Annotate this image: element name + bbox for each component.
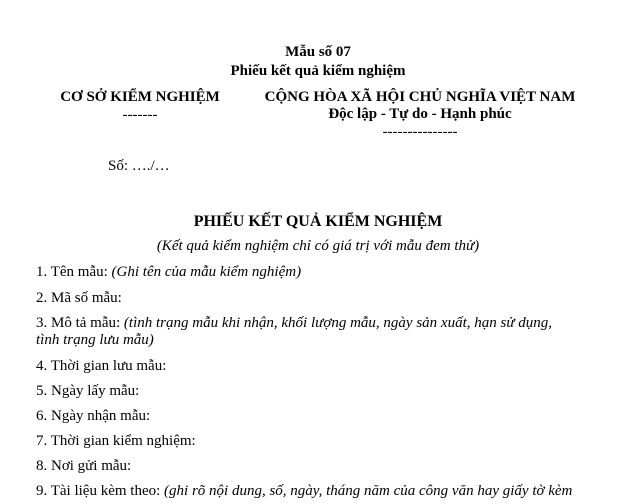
document-title: PHIẾU KẾT QUẢ KIỂM NGHIỆM bbox=[193, 213, 443, 230]
item-sample-code: 2. Mã số mẫu: bbox=[36, 290, 122, 306]
national-title: CỘNG HÒA XÃ HỘI CHỦ NGHĨA VIỆT NAM bbox=[264, 89, 576, 105]
motto-rule: --------------- bbox=[382, 124, 458, 140]
item-storage-time: 4. Thời gian lưu mẫu: bbox=[36, 358, 167, 374]
form-name: Phiếu kết quả kiểm nghiệm bbox=[230, 63, 406, 79]
item-attachments: 9. Tài liệu kèm theo: (ghi rõ nội dung, số, ngày, tháng năm của công văn hay giấy tờ kèm bbox=[36, 483, 573, 499]
document-number: Số: …./… bbox=[108, 158, 170, 174]
item-sender: 8. Nơi gửi mẫu: bbox=[36, 458, 132, 474]
item-sample-name: 1. Tên mẫu: (Ghi tên của mẫu kiểm nghiệm) bbox=[36, 264, 302, 280]
item-sampling-date: 5. Ngày lấy mẫu: bbox=[36, 383, 140, 399]
document-subtitle: (Kết quả kiểm nghiệm chỉ có giá trị với mẫu đem thử) bbox=[156, 238, 480, 254]
item-sample-description-cont: tình trạng lưu mẫu) bbox=[36, 332, 154, 348]
national-motto: Độc lập - Tự do - Hạnh phúc bbox=[328, 106, 512, 122]
item-testing-time: 7. Thời gian kiểm nghiệm: bbox=[36, 433, 196, 449]
item-receiving-date: 6. Ngày nhận mẫu: bbox=[36, 408, 151, 424]
org-name: CƠ SỞ KIỂM NGHIỆM bbox=[60, 89, 220, 105]
item-sample-description: 3. Mô tả mẫu: (tình trạng mẫu khi nhận, khối lượng mẫu, ngày sản xuất, hạn sử dụng, bbox=[36, 315, 552, 331]
form-number: Mẫu số 07 bbox=[285, 44, 351, 60]
org-rule: ------- bbox=[122, 107, 158, 123]
